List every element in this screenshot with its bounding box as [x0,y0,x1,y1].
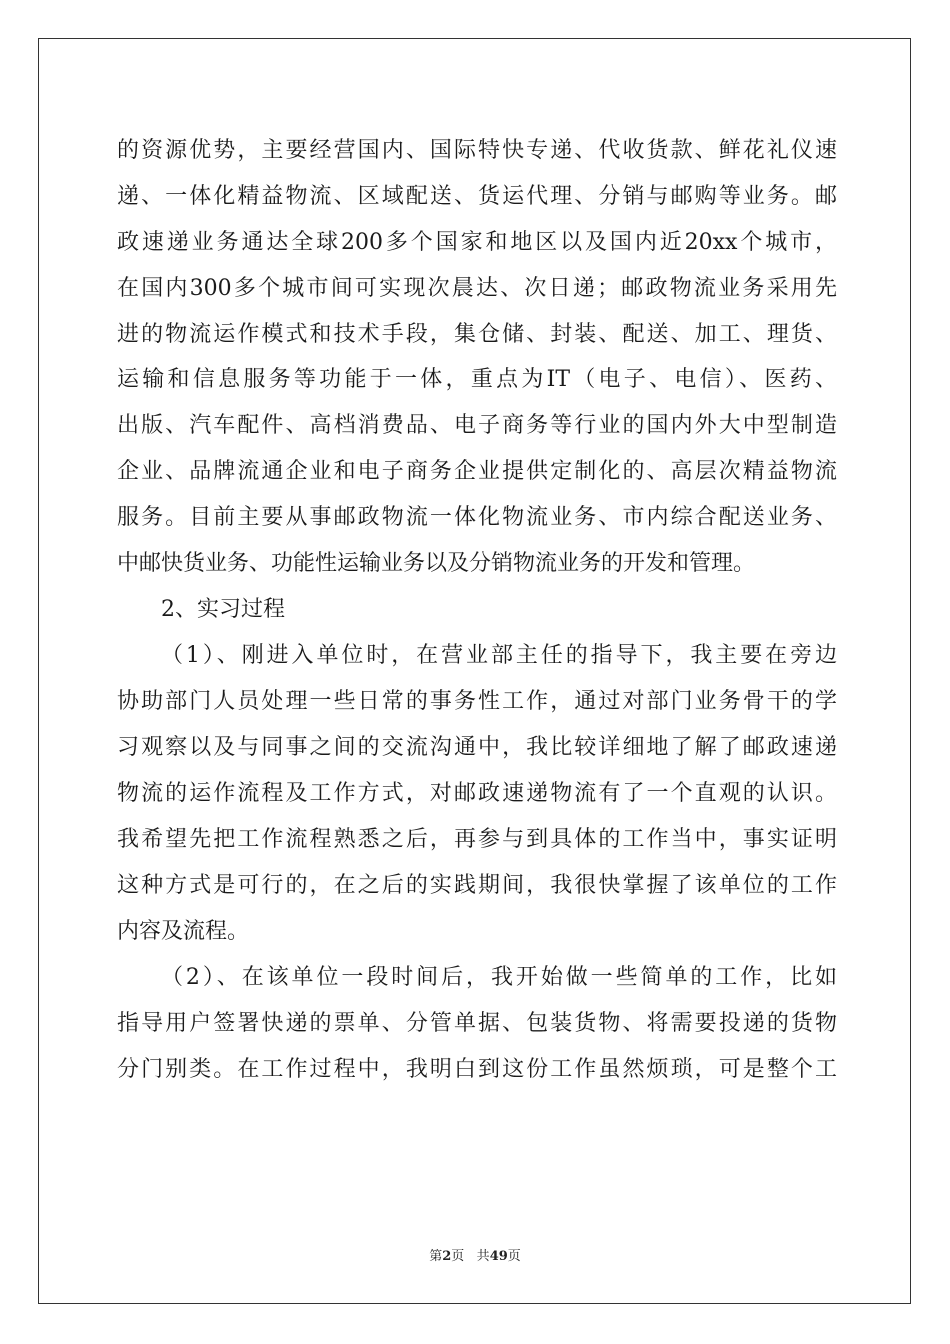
footer-total-pages: 49 [489,1249,508,1264]
footer-total-suffix: 页 [507,1249,521,1264]
text-line: 物流的运作流程及工作方式，对邮政速递物流有了一个直观的认识。 [117,781,837,806]
text-line: 政速递业务通达全球200多个国家和地区以及国内近20xx个城市， [117,230,837,255]
text-line: 习观察以及与同事之间的交流沟通中，我比较详细地了解了邮政速递 [117,735,837,760]
text-line: 运输和信息服务等功能于一体，重点为IT（电子、电信）、医药、 [117,367,837,392]
footer-prefix: 第 [429,1249,443,1264]
text-line: 递、一体化精益物流、区域配送、货运代理、分销与邮购等业务。邮 [117,184,837,209]
text-line: 出版、汽车配件、高档消费品、电子商务等行业的国内外大中型制造 [117,413,837,438]
section-heading: 2、实习过程 [161,597,285,622]
text-line: 协助部门人员处理一些日常的事务性工作，通过对部门业务骨干的学 [117,689,837,714]
text-line: 进的物流运作模式和技术手段，集仓储、封装、配送、加工、理货、 [117,322,837,347]
text-line: 中邮快货业务、功能性运输业务以及分销物流业务的开发和管理。 [117,551,756,576]
text-line: 服务。目前主要从事邮政物流一体化物流业务、市内综合配送业务、 [117,505,837,530]
text-line: （2）、在该单位一段时间后，我开始做一些简单的工作，比如 [161,965,837,990]
footer-page-suffix: 页 [451,1249,465,1264]
text-line: 内容及流程。 [117,919,250,944]
text-line: 企业、品牌流通企业和电子商务企业提供定制化的、高层次精益物流 [117,459,837,484]
text-line: （1）、刚进入单位时，在营业部主任的指导下，我主要在旁边 [161,643,837,668]
footer-page-number: 2 [442,1249,452,1264]
text-line: 的资源优势，主要经营国内、国际特快专递、代收货款、鲜花礼仪速 [117,138,837,163]
text-line: 分门别类。在工作过程中，我明白到这份工作虽然烦琐，可是整个工 [117,1057,837,1082]
text-line: 这种方式是可行的，在之后的实践期间，我很快掌握了该单位的工作 [117,873,837,898]
text-line: 指导用户签署快递的票单、分管单据、包装货物、将需要投递的货物 [117,1011,837,1036]
text-line: 在国内300多个城市间可实现次晨达、次日递；邮政物流业务采用先 [117,276,837,301]
text-line: 我希望先把工作流程熟悉之后，再参与到具体的工作当中，事实证明 [117,827,837,852]
page-footer [0,1249,950,1265]
footer-total-prefix: 共 [476,1249,490,1264]
